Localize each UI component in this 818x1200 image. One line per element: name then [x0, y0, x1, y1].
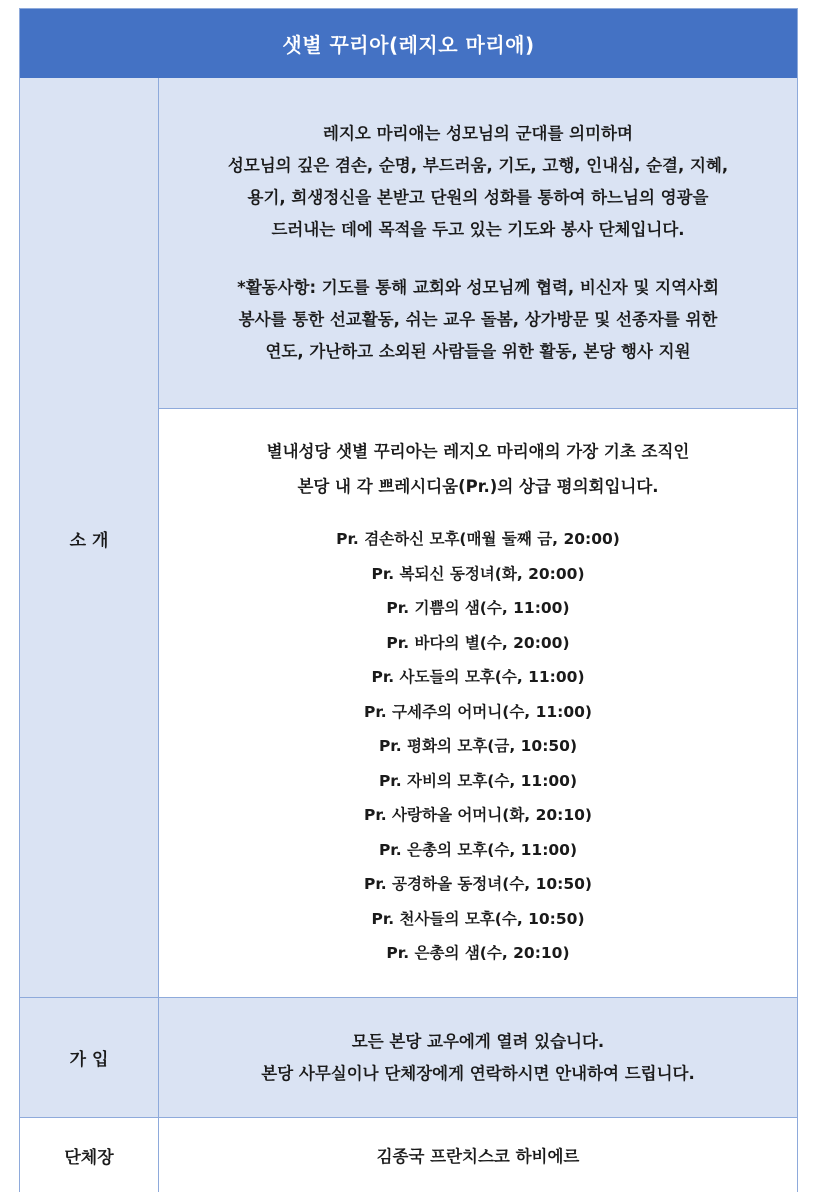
- join-line: 본당 사무실이나 단체장에게 연락하시면 안내하여 드립니다.: [261, 1063, 695, 1083]
- org-line: 별내성당 샛별 꾸리아는 레지오 마리애의 가장 기초 조직인: [266, 442, 690, 462]
- intro-description-cell: [159, 78, 797, 408]
- intro-line: 성모님의 깊은 겸손, 순명, 부드러움, 기도, 고행, 인내심, 순결, 지혜,: [227, 156, 729, 175]
- praesidium-item: Pr. 겸손하신 모후(매월 둘째 금, 20:00): [336, 530, 620, 549]
- org-line: 본당 내 각 쁘레시디움(Pr.)의 상급 평의회입니다.: [297, 476, 659, 496]
- praesidium-item: Pr. 복되신 동정녀(화, 20:00): [371, 564, 585, 583]
- leader-label: 단체장: [20, 1118, 159, 1192]
- info-table: [19, 8, 798, 1192]
- table-title: 샛별 꾸리아(레지오 마리애): [20, 9, 797, 78]
- activity-line: 연도, 가난하고 소외된 사람들을 위한 활동, 본당 행사 지원: [265, 342, 691, 361]
- praesidium-item: Pr. 자비의 모후(수, 11:00): [378, 771, 578, 790]
- leader-name: 김종국 프란치스코 하비에르: [376, 1147, 580, 1166]
- praesidium-item: Pr. 구세주의 어머니(수, 11:00): [363, 702, 593, 721]
- join-line: 모든 본당 교우에게 열려 있습니다.: [351, 1031, 605, 1051]
- praesidium-item: Pr. 기쁨의 샘(수, 11:00): [386, 599, 570, 618]
- praesidium-item: Pr. 은총의 샘(수, 20:10): [386, 944, 570, 963]
- intro-line: 레지오 마리애는 성모님의 군대를 의미하며: [323, 124, 633, 143]
- praesidium-item: Pr. 은총의 모후(수, 11:00): [378, 840, 578, 859]
- join-label: 가 입: [20, 998, 159, 1117]
- praesidium-item: Pr. 사도들의 모후(수, 11:00): [371, 668, 585, 687]
- activity-line: *활동사항: 기도를 통해 교회와 성모님께 협력, 비신자 및 지역사회: [237, 278, 719, 297]
- join-cell: [159, 998, 797, 1117]
- praesidium-item: Pr. 바다의 별(수, 20:00): [386, 633, 570, 652]
- intro-line: 드러내는 데에 목적을 두고 있는 기도와 봉사 단체입니다.: [271, 220, 685, 239]
- intro-label: 소 개: [20, 78, 159, 998]
- organization-cell: [159, 409, 797, 997]
- activity-line: 봉사를 통한 선교활동, 쉬는 교우 돌봄, 상가방문 및 선종자를 위한: [238, 310, 718, 329]
- praesidium-item: Pr. 공경하올 동정녀(수, 10:50): [363, 875, 593, 894]
- leader-cell: [159, 1118, 797, 1192]
- praesidium-item: Pr. 평화의 모후(금, 10:50): [378, 737, 578, 756]
- intro-line: 용기, 희생정신을 본받고 단원의 성화를 통하여 하느님의 영광을: [247, 188, 709, 207]
- praesidium-list: [336, 522, 620, 971]
- praesidium-item: Pr. 천사들의 모후(수, 10:50): [371, 909, 585, 928]
- praesidium-item: Pr. 사랑하올 어머니(화, 20:10): [363, 806, 593, 825]
